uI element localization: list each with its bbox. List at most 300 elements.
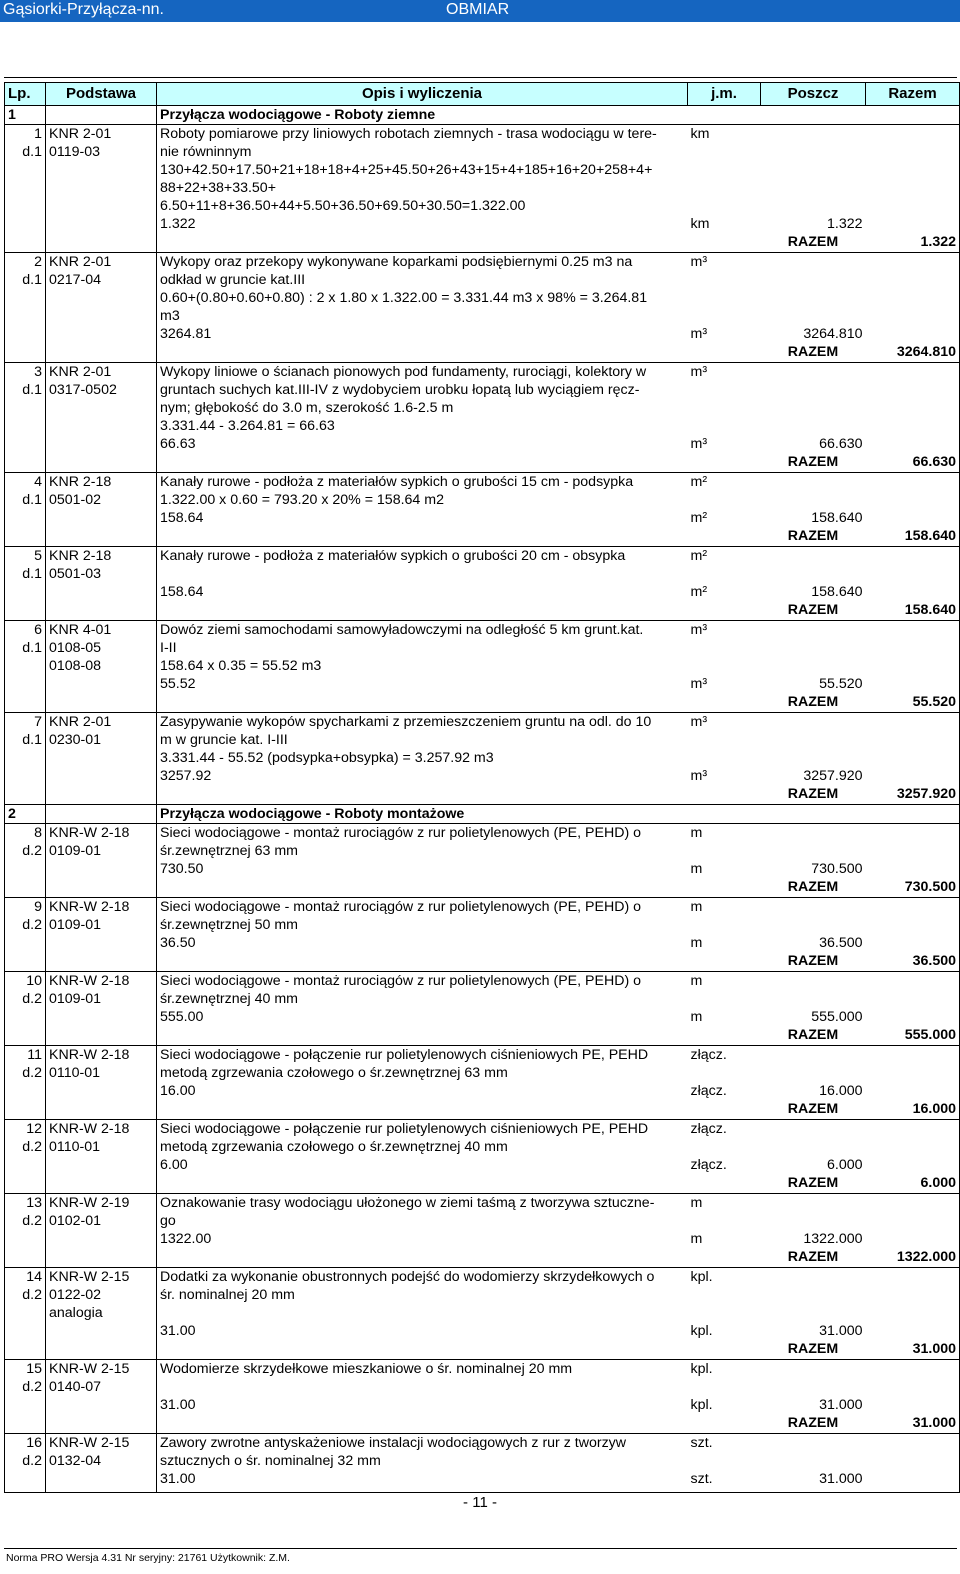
- item-quantity: [761, 713, 866, 732]
- separator-cell: [46, 1488, 157, 1493]
- item-quantity: [761, 179, 866, 197]
- item-lp: [5, 583, 46, 601]
- item-lp: [5, 417, 46, 435]
- razem-empty: [5, 1026, 46, 1044]
- item-line: [5, 381, 960, 399]
- item-quantity: 31.000: [819, 1397, 863, 1413]
- item-unit: [688, 399, 761, 417]
- razem-empty: [5, 785, 46, 803]
- item-line: [5, 473, 960, 492]
- razem-empty: [157, 453, 688, 471]
- item-quantity: [761, 1360, 866, 1379]
- item-unit: m: [690, 899, 703, 915]
- item-description: 1.322.00 x 0.60 = 793.20 x 20% = 158.64 m2: [160, 492, 444, 508]
- item-lp: [5, 1156, 46, 1174]
- razem-value: 6.000: [866, 1174, 960, 1192]
- item-quantity: [761, 1286, 866, 1304]
- item-description: m3: [160, 308, 180, 324]
- item-quantity: 3257.920: [803, 768, 863, 784]
- section-empty: [866, 106, 960, 125]
- item-unit: [688, 197, 761, 215]
- razem-empty: [157, 1414, 688, 1432]
- item-podstawa: KNR-W 2-15: [46, 1434, 157, 1453]
- title-bar: [0, 0, 960, 22]
- item-unit: m: [690, 1231, 703, 1247]
- item-podstawa: [46, 435, 157, 453]
- razem-empty: [157, 693, 688, 711]
- item-unit: [688, 1378, 761, 1396]
- razem-row: [5, 601, 960, 619]
- item-quantity: [761, 271, 866, 289]
- item-quantity: [761, 1194, 866, 1213]
- item-lp: [5, 1322, 46, 1340]
- item-total-empty: [866, 1286, 960, 1304]
- item-podstawa: [46, 509, 157, 527]
- item-unit: [688, 1212, 761, 1230]
- item-lp: 2: [5, 253, 46, 272]
- item-quantity: 158.640: [811, 510, 863, 526]
- razem-empty: [5, 1100, 46, 1118]
- item-line: [5, 215, 960, 233]
- item-total-empty: [866, 473, 960, 492]
- item-line: [5, 1470, 960, 1488]
- item-podstawa: [46, 399, 157, 417]
- item-lp: [5, 289, 46, 307]
- item-unit: [688, 1452, 761, 1470]
- item-quantity: 16.000: [819, 1083, 863, 1099]
- item-total-empty: [866, 547, 960, 566]
- item-podstawa: KNR 2-01: [46, 253, 157, 272]
- item-unit: kpl.: [690, 1397, 713, 1413]
- item-lp: d.2: [5, 1286, 46, 1304]
- item-lp: d.2: [5, 842, 46, 860]
- item-lp: d.2: [5, 916, 46, 934]
- razem-empty: [157, 878, 688, 896]
- item-line: [5, 583, 960, 601]
- item-total-empty: [866, 253, 960, 272]
- razem-empty: [5, 527, 46, 545]
- razem-empty: [5, 1340, 46, 1358]
- section-number: 1: [5, 106, 46, 125]
- razem-row: [5, 878, 960, 896]
- item-lp: 16: [5, 1434, 46, 1453]
- item-total-empty: [866, 215, 960, 233]
- item-total-empty: [866, 1064, 960, 1082]
- item-lp: 13: [5, 1194, 46, 1213]
- item-podstawa: analogia: [46, 1304, 157, 1322]
- razem-empty: [46, 785, 157, 803]
- item-unit: [688, 417, 761, 435]
- razem-empty: [157, 233, 688, 251]
- item-total-empty: [866, 435, 960, 453]
- item-unit: km: [690, 216, 710, 232]
- item-quantity: 66.630: [819, 436, 863, 452]
- item-description: Sieci wodociągowe - montaż rurociągów z rur polietylenowych (PE, PEHD) o: [160, 825, 641, 841]
- razem-value: 3257.920: [866, 785, 960, 803]
- razem-value: 66.630: [866, 453, 960, 471]
- item-podstawa: [46, 1470, 157, 1488]
- section-empty: [688, 106, 761, 125]
- item-description: 31.00: [160, 1471, 196, 1487]
- item-description: Sieci wodociągowe - połączenie rur polietylenowych ciśnieniowych PE, PEHD: [160, 1121, 649, 1137]
- item-line: [5, 325, 960, 343]
- item-line: [5, 1452, 960, 1470]
- item-line: [5, 657, 960, 675]
- item-lp: d.1: [5, 731, 46, 749]
- item-podstawa: KNR 4-01: [46, 621, 157, 640]
- item-total-empty: [866, 1138, 960, 1156]
- item-total-empty: [866, 491, 960, 509]
- item-unit: [688, 289, 761, 307]
- document-title: Gąsiorki-Przyłącza-nn.: [3, 1, 164, 18]
- item-podstawa: 0501-02: [46, 491, 157, 509]
- item-line: [5, 934, 960, 952]
- razem-empty: [157, 785, 688, 803]
- item-lp: d.2: [5, 990, 46, 1008]
- item-description: Zawory zwrotne antyskażeniowe instalacji wodociągowych z rur z tworzyw: [160, 1435, 626, 1451]
- item-total-empty: [866, 125, 960, 144]
- item-unit: [688, 731, 761, 749]
- item-line: [5, 1396, 960, 1414]
- item-unit: m²: [690, 584, 708, 600]
- item-lp: 11: [5, 1046, 46, 1065]
- item-line: [5, 713, 960, 732]
- footer-rule: [4, 1548, 957, 1549]
- razem-row: [5, 1414, 960, 1432]
- item-quantity: [761, 565, 866, 583]
- item-total-empty: [866, 1360, 960, 1379]
- item-unit: m³: [690, 364, 708, 380]
- item-podstawa: 0140-07: [46, 1378, 157, 1396]
- item-line: [5, 1360, 960, 1379]
- item-unit: [688, 1138, 761, 1156]
- item-total-empty: [866, 731, 960, 749]
- item-total-empty: [866, 143, 960, 161]
- item-description: odkład w gruncie kat.III: [160, 272, 306, 288]
- document-section-title: OBMIAR: [446, 1, 510, 18]
- item-podstawa: 0230-01: [46, 731, 157, 749]
- item-description: śr.zewnętrznej 50 mm: [160, 917, 298, 933]
- separator-cell: [761, 1488, 866, 1493]
- item-podstawa: [46, 417, 157, 435]
- header-rule: [4, 77, 957, 78]
- item-unit: m: [690, 825, 703, 841]
- item-description: 130+42.50+17.50+21+18+18+4+25+45.50+26+43+15+4+185+16+20+258+4+: [160, 162, 653, 178]
- item-lp: [5, 860, 46, 878]
- item-quantity: [761, 1212, 866, 1230]
- item-unit: kpl.: [690, 1323, 713, 1339]
- item-unit: [688, 381, 761, 399]
- item-description: Dodatki za wykonanie obustronnych podejść do wodomierzy skrzydełkowych o: [160, 1269, 655, 1285]
- item-quantity: 3264.810: [803, 326, 863, 342]
- item-lp: [5, 934, 46, 952]
- item-description: 730.50: [160, 861, 204, 877]
- item-description: Kanały rurowe - podłoża z materiałów sypkich o grubości 15 cm - podsypka: [160, 474, 634, 490]
- item-podstawa: KNR-W 2-18: [46, 1046, 157, 1065]
- item-lp: 15: [5, 1360, 46, 1379]
- item-unit: [688, 271, 761, 289]
- item-unit: m: [690, 973, 703, 989]
- item-quantity: 6.000: [826, 1157, 863, 1173]
- item-line: [5, 1378, 960, 1396]
- item-quantity: [761, 399, 866, 417]
- item-description: go: [160, 1213, 176, 1229]
- razem-empty: [688, 527, 761, 545]
- item-unit: [688, 1286, 761, 1304]
- razem-empty: [688, 453, 761, 471]
- item-quantity: [761, 621, 866, 640]
- item-quantity: [761, 972, 866, 991]
- item-unit: km: [690, 126, 710, 142]
- razem-empty: [46, 1414, 157, 1432]
- item-podstawa: 0132-04: [46, 1452, 157, 1470]
- item-unit: [688, 749, 761, 767]
- table-header-row: [5, 83, 960, 106]
- item-lp: 10: [5, 972, 46, 991]
- item-quantity: 36.500: [819, 935, 863, 951]
- item-unit: m²: [690, 510, 708, 526]
- item-quantity: [761, 381, 866, 399]
- razem-value: 158.640: [866, 601, 960, 619]
- razem-row: [5, 1248, 960, 1266]
- item-quantity: [761, 289, 866, 307]
- item-total-empty: [866, 657, 960, 675]
- razem-empty: [157, 952, 688, 970]
- item-line: [5, 621, 960, 640]
- razem-label: RAZEM: [787, 234, 839, 250]
- razem-empty: [157, 343, 688, 361]
- item-total-empty: [866, 639, 960, 657]
- item-lp: 8: [5, 824, 46, 843]
- item-description: 66.63: [160, 436, 196, 452]
- razem-empty: [688, 693, 761, 711]
- item-total-empty: [866, 325, 960, 343]
- item-description: śr.zewnętrznej 63 mm: [160, 843, 298, 859]
- razem-label: RAZEM: [787, 1249, 839, 1265]
- item-quantity: [761, 473, 866, 492]
- razem-label: RAZEM: [787, 1101, 839, 1117]
- item-total-empty: [866, 842, 960, 860]
- razem-empty: [688, 1340, 761, 1358]
- item-line: [5, 143, 960, 161]
- razem-label: RAZEM: [787, 879, 839, 895]
- item-description: nym; głębokość do 3.0 m, szerokość 1.6-2.5 m: [160, 400, 454, 416]
- item-podstawa: [46, 307, 157, 325]
- razem-row: [5, 453, 960, 471]
- item-unit: złącz.: [690, 1157, 727, 1173]
- razem-label: RAZEM: [787, 1415, 839, 1431]
- razem-empty: [5, 1414, 46, 1432]
- item-description: 16.00: [160, 1083, 196, 1099]
- item-line: [5, 1064, 960, 1082]
- razem-empty: [688, 1248, 761, 1266]
- item-podstawa: 0110-01: [46, 1138, 157, 1156]
- item-quantity: [761, 1046, 866, 1065]
- item-total-empty: [866, 565, 960, 583]
- razem-label: RAZEM: [787, 1175, 839, 1191]
- item-quantity: 1322.000: [803, 1231, 863, 1247]
- item-description: m w gruncie kat. I-III: [160, 732, 288, 748]
- item-unit: [688, 842, 761, 860]
- item-description: 31.00: [160, 1397, 196, 1413]
- item-lp: [5, 675, 46, 693]
- item-unit: złącz.: [690, 1047, 727, 1063]
- item-total-empty: [866, 860, 960, 878]
- item-line: [5, 916, 960, 934]
- item-podstawa: [46, 325, 157, 343]
- item-unit: m³: [690, 768, 708, 784]
- item-description: Wykopy liniowe o ścianach pionowych pod fundamenty, rurociągi, kolektory w: [160, 364, 647, 380]
- item-lp: [5, 509, 46, 527]
- item-line: [5, 639, 960, 657]
- item-description: I-II: [160, 640, 177, 656]
- item-description: 1.322: [160, 216, 196, 232]
- item-total-empty: [866, 767, 960, 785]
- item-line: [5, 1120, 960, 1139]
- item-unit: m: [690, 861, 703, 877]
- item-podstawa: 0108-08: [46, 657, 157, 675]
- item-unit: m³: [690, 676, 708, 692]
- item-description: sztucznych o śr. nominalnej 32 mm: [160, 1453, 381, 1469]
- item-description: 31.00: [160, 1323, 196, 1339]
- item-podstawa: [46, 1396, 157, 1414]
- item-unit: kpl.: [690, 1361, 713, 1377]
- item-podstawa: 0317-0502: [46, 381, 157, 399]
- item-description: 3257.92: [160, 768, 212, 784]
- razem-row: [5, 343, 960, 361]
- separator-cell: [866, 1488, 960, 1493]
- item-podstawa: [46, 1322, 157, 1340]
- item-line: [5, 990, 960, 1008]
- item-lp: [5, 435, 46, 453]
- item-line: [5, 1194, 960, 1213]
- item-total-empty: [866, 1046, 960, 1065]
- section-title: Przyłącza wodociągowe - Roboty montażowe: [157, 805, 688, 824]
- item-description: gruntach suchych kat.III-IV z wydobyciem urobku łopatą lub wyciągiem ręcz-: [160, 382, 640, 398]
- item-line: [5, 1268, 960, 1287]
- item-podstawa: 0109-01: [46, 916, 157, 934]
- item-description: 6.50+11+8+36.50+44+5.50+36.50+69.50+30.50=1.322.00: [160, 198, 526, 214]
- razem-label: RAZEM: [787, 1027, 839, 1043]
- item-line: [5, 435, 960, 453]
- razem-empty: [157, 527, 688, 545]
- item-total-empty: [866, 1230, 960, 1248]
- item-unit: [688, 1304, 761, 1322]
- razem-empty: [688, 1174, 761, 1192]
- item-line: [5, 197, 960, 215]
- item-quantity: 31.000: [819, 1471, 863, 1487]
- razem-value: 31.000: [866, 1414, 960, 1432]
- section-title: Przyłącza wodociągowe - Roboty ziemne: [157, 106, 688, 125]
- item-unit: [688, 491, 761, 509]
- section-row: [5, 106, 960, 125]
- item-line: [5, 509, 960, 527]
- item-podstawa: 0501-03: [46, 565, 157, 583]
- item-lp: [5, 325, 46, 343]
- item-line: [5, 161, 960, 179]
- item-description: 55.52: [160, 676, 196, 692]
- item-podstawa: [46, 1230, 157, 1248]
- razem-empty: [46, 693, 157, 711]
- section-empty: [866, 805, 960, 824]
- item-podstawa: 0109-01: [46, 990, 157, 1008]
- razem-row: [5, 527, 960, 545]
- item-description: Roboty pomiarowe przy liniowych robotach ziemnych - trasa wodociągu w tere-: [160, 126, 657, 142]
- item-line: [5, 417, 960, 435]
- item-total-empty: [866, 1322, 960, 1340]
- item-quantity: [761, 731, 866, 749]
- item-line: [5, 307, 960, 325]
- item-quantity: [761, 657, 866, 675]
- item-podstawa: KNR 2-01: [46, 713, 157, 732]
- razem-empty: [5, 343, 46, 361]
- item-podstawa: [46, 289, 157, 307]
- item-podstawa: KNR-W 2-18: [46, 898, 157, 917]
- item-line: [5, 491, 960, 509]
- item-podstawa: 0102-01: [46, 1212, 157, 1230]
- item-description: śr. nominalnej 20 mm: [160, 1287, 295, 1303]
- item-quantity: 31.000: [819, 1323, 863, 1339]
- razem-empty: [46, 601, 157, 619]
- item-description: Oznakowanie trasy wodociągu ułożonego w ziemi taśmą z tworzywa sztuczne-: [160, 1195, 655, 1211]
- razem-empty: [157, 1026, 688, 1044]
- item-line: [5, 125, 960, 144]
- item-description: 3264.81: [160, 326, 212, 342]
- razem-empty: [46, 343, 157, 361]
- item-podstawa: 0217-04: [46, 271, 157, 289]
- item-quantity: [761, 916, 866, 934]
- razem-empty: [688, 1100, 761, 1118]
- section-number: 2: [5, 805, 46, 824]
- item-quantity: [761, 1064, 866, 1082]
- item-lp: 7: [5, 713, 46, 732]
- razem-empty: [688, 785, 761, 803]
- item-description: 3.331.44 - 3.264.81 = 66.63: [160, 418, 335, 434]
- item-line: [5, 860, 960, 878]
- item-total-empty: [866, 824, 960, 843]
- col-header-lp: Lp.: [5, 83, 46, 106]
- item-quantity: [761, 417, 866, 435]
- item-total-empty: [866, 621, 960, 640]
- item-lp: [5, 767, 46, 785]
- item-unit: [688, 179, 761, 197]
- item-quantity: 730.500: [811, 861, 863, 877]
- item-description: 555.00: [160, 1009, 204, 1025]
- item-podstawa: 0122-02: [46, 1286, 157, 1304]
- item-total-empty: [866, 749, 960, 767]
- item-description: 158.64 x 0.35 = 55.52 m3: [160, 658, 322, 674]
- item-total-empty: [866, 381, 960, 399]
- razem-empty: [5, 693, 46, 711]
- item-podstawa: [46, 1156, 157, 1174]
- razem-value: 3264.810: [866, 343, 960, 361]
- item-description: 36.50: [160, 935, 196, 951]
- item-total-empty: [866, 1156, 960, 1174]
- razem-value: 31.000: [866, 1340, 960, 1358]
- item-quantity: [761, 143, 866, 161]
- item-description: Sieci wodociągowe - montaż rurociągów z rur polietylenowych (PE, PEHD) o: [160, 899, 641, 915]
- item-podstawa: KNR-W 2-18: [46, 824, 157, 843]
- razem-label: RAZEM: [787, 528, 839, 544]
- item-line: [5, 1304, 960, 1322]
- razem-value: 1322.000: [866, 1248, 960, 1266]
- item-description: [157, 1378, 688, 1396]
- item-description: Wodomierze skrzydełkowe mieszkaniowe o śr. nominalnej 20 mm: [160, 1361, 573, 1377]
- razem-empty: [5, 453, 46, 471]
- item-lp: 4: [5, 473, 46, 492]
- item-total-empty: [866, 1378, 960, 1396]
- razem-empty: [688, 952, 761, 970]
